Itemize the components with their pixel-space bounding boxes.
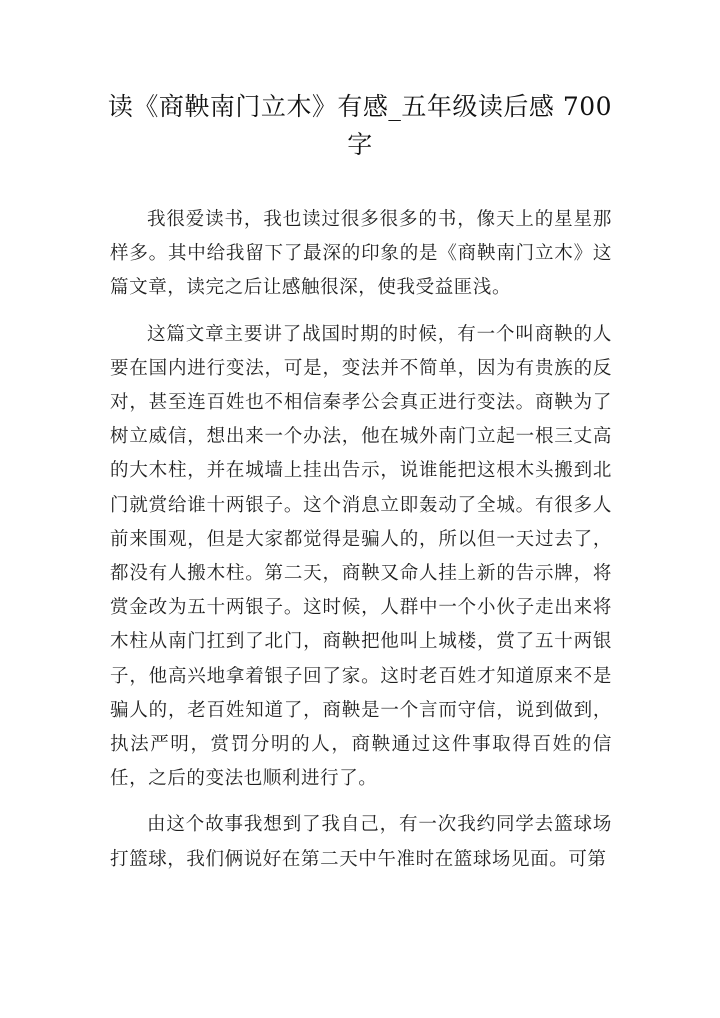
document-body (110, 203, 612, 889)
paragraph-personal-reflection: 由这个故事我想到了我自己，有一次我约同学去篮球场打篮球，我们俩说好在第二天中午准时在篮球场见面。可第 (110, 814, 612, 870)
paragraph-intro: 我很爱读书，我也读过很多很多的书，像天上的星星那样多。其中给我留下了最深的印象的是《商鞅南门立木》这篇文章，读完之后让感触很深，使我受益匪浅。 (110, 209, 612, 299)
document-title: 读《商鞅南门立木》有感_五年级读后感 700 字 (107, 92, 613, 159)
paragraph-story-summary: 这篇文章主要讲了战国时期的时候，有一个叫商鞅的人要在国内进行变法，可是，变法并不简单，因为有贵族的反对，甚至连百姓也不相信秦孝公会真正进行变法。商鞅为了树立威信，想出来一个办法，他在城外南门立起一根三丈高的大木柱，并在城墙上挂出告示，说谁能把这根木头搬到北门就赏给谁十两银子。这个消息立即轰动了全城。有很多人前来围观，但是大家都觉得是骗人的，所以但一天过去了，都没有人搬木柱。第二天，商鞅又命人挂上新的告示牌，将赏金改为五十两银子。这时候，人群中一个小伙子走出来将木柱从南门扛到了北门，商鞅把他叫上城楼，赏了五十两银子，他高兴地拿着银子回了家。这时老百姓才知道原来不是骗人的，老百姓知道了，商鞅是一个言而守信，说到做到，执法严明，赏罚分明的人，商鞅通过这件事取得百姓的信任，之后的变法也顺利进行了。 (110, 323, 612, 790)
